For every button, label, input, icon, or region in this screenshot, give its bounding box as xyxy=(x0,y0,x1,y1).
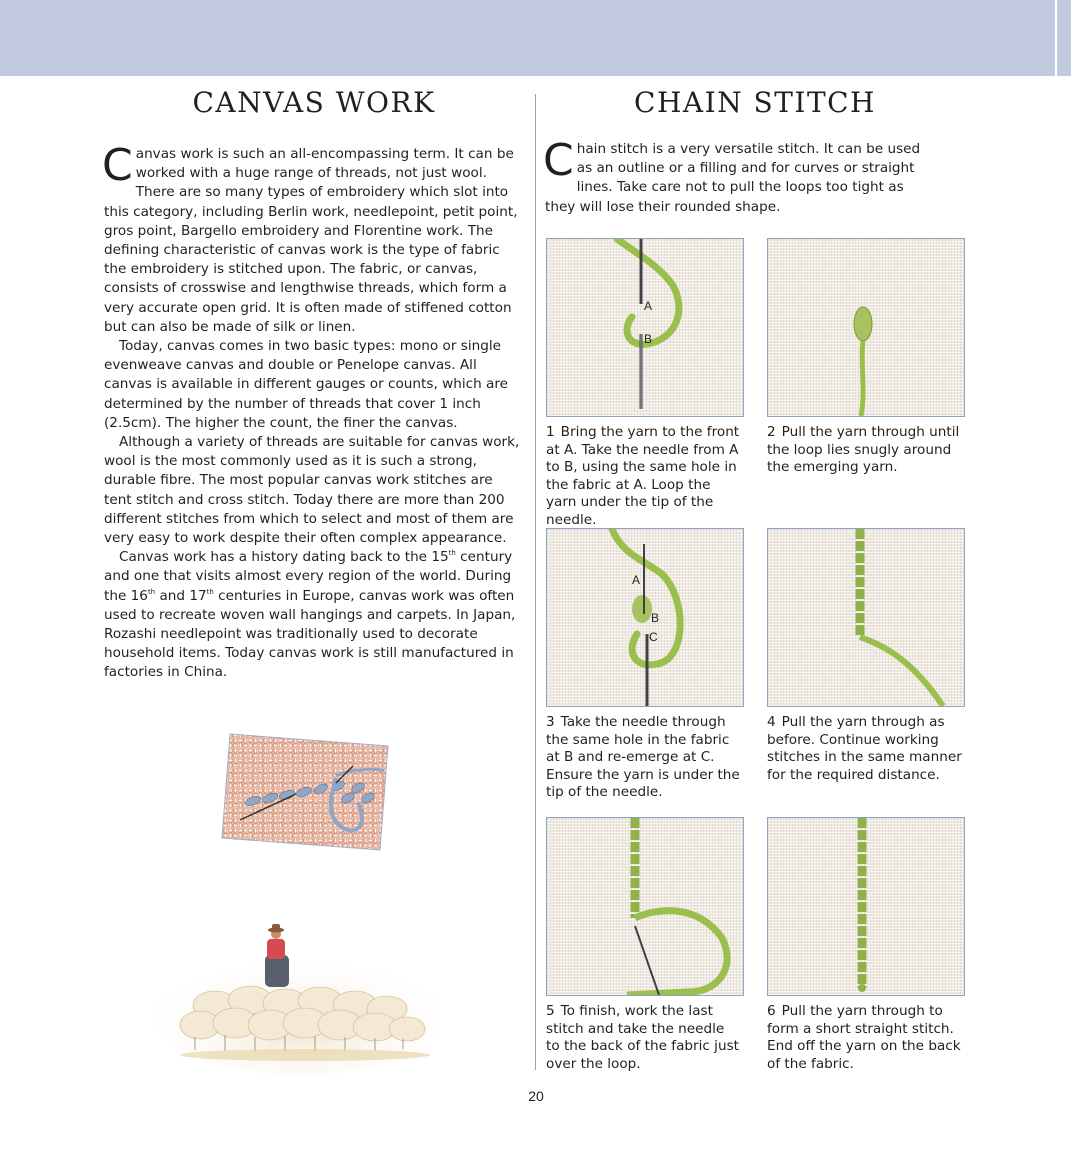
point-label-b: B xyxy=(644,332,653,346)
canvas-stitch-illustration xyxy=(218,728,393,853)
step-1-photo xyxy=(546,238,744,417)
point-label-a: A xyxy=(644,299,653,313)
step-3-photo xyxy=(546,528,744,707)
step-1-caption: 1 Bring the yarn to the front at A. Take the needle from A to B, using the same hole in the fabric at A. Loop the yarn under the tip of the needle. xyxy=(546,424,740,528)
step-2 xyxy=(767,238,967,477)
shepherd-with-sheep-illustration xyxy=(155,915,440,1075)
point-label-a: A xyxy=(632,573,641,587)
chain-stitch-title: CHAIN STITCH xyxy=(634,86,876,119)
canvas-work-paragraph: Today, canvas comes in two basic types: mono or single evenweave canvas and double or Penelope canvas. All canvas is available in different gauges or counts, which are determined by the number of threads that cover 1 inch (2.5cm). The higher the count, the finer the canvas. xyxy=(104,338,509,431)
step-5 xyxy=(546,817,746,1073)
page-number: 20 xyxy=(528,1088,544,1104)
step-2-caption: 2 Pull the yarn through until the loop lies snugly around the emerging yarn. xyxy=(767,424,960,476)
step-3 xyxy=(546,528,746,802)
header-banner xyxy=(0,0,1071,76)
step-1 xyxy=(546,238,746,530)
step-2-photo xyxy=(767,238,965,417)
canvas-work-title: CANVAS WORK xyxy=(192,86,436,119)
banner-page-edge xyxy=(1055,0,1057,76)
step-6 xyxy=(767,817,967,1073)
chain-stitch-intro: Chain stitch is a very versatile stitch. It can be used as an outline or a filling and for curves or straight lines. Take care not to pull the loops too tight as they will lose their rounded shape. xyxy=(543,135,921,215)
step-3-caption: 3 Take the needle through the same hole in the fabric at B and re-emerge at C. Ensure the yarn is under the tip of the needle. xyxy=(546,714,740,801)
column-divider xyxy=(535,94,536,1070)
canvas-work-body xyxy=(102,140,520,683)
step-4-caption: 4 Pull the yarn through as before. Continue working stitches in the same manner for the required distance. xyxy=(767,714,962,783)
step-5-caption: 5 To finish, work the last stitch and take the needle to the back of the fabric just over the loop. xyxy=(546,1003,739,1072)
step-5-photo xyxy=(546,817,744,996)
point-label-c: C xyxy=(649,630,658,644)
step-6-photo xyxy=(767,817,965,996)
canvas-work-history-paragraph: Canvas work has a history dating back to the 15th century and one that visits almost every region of the world. During the 16th and 17th centuries in Europe, canvas work was often used to recreate woven wall hangings and carpets. In Japan, Rozashi needlepoint was traditionally used to decorate household items. Today canvas work is still manufactured in factories in China. xyxy=(104,549,516,681)
step-4 xyxy=(767,528,967,784)
canvas-work-paragraph: Although a variety of threads are suitable for canvas work, wool is the most commonly used as it is such a strong, durable fibre. The most popular canvas work stitches are tent stitch and cross stitch. Today there are more than 200 different stitches from which to select and most of them are very easy to work despite their often complex appearance. xyxy=(104,434,520,547)
dropcap: C xyxy=(543,135,574,186)
canvas-work-paragraph: Canvas work is such an all-encompassing term. It can be worked with a huge range of threads, not just wool. There are so many types of embroidery which slot into this category, including Berlin work, needlepoint, petit point, gros point, Bargello embroidery and Florentine work. The defining characteristic of canvas work is the type of fabric the embroidery is stitched upon. The fabric, or canvas, consists of crosswise and lengthwise threads, which form a very accurate open grid. It is often made of stiffened cotton but can also be made of silk or linen. xyxy=(102,140,518,335)
dropcap: C xyxy=(102,140,133,191)
step-4-photo xyxy=(767,528,965,707)
point-label-b: B xyxy=(651,611,660,625)
step-6-caption: 6 Pull the yarn through to form a short straight stitch. End off the yarn on the back of the fabric. xyxy=(767,1003,961,1072)
